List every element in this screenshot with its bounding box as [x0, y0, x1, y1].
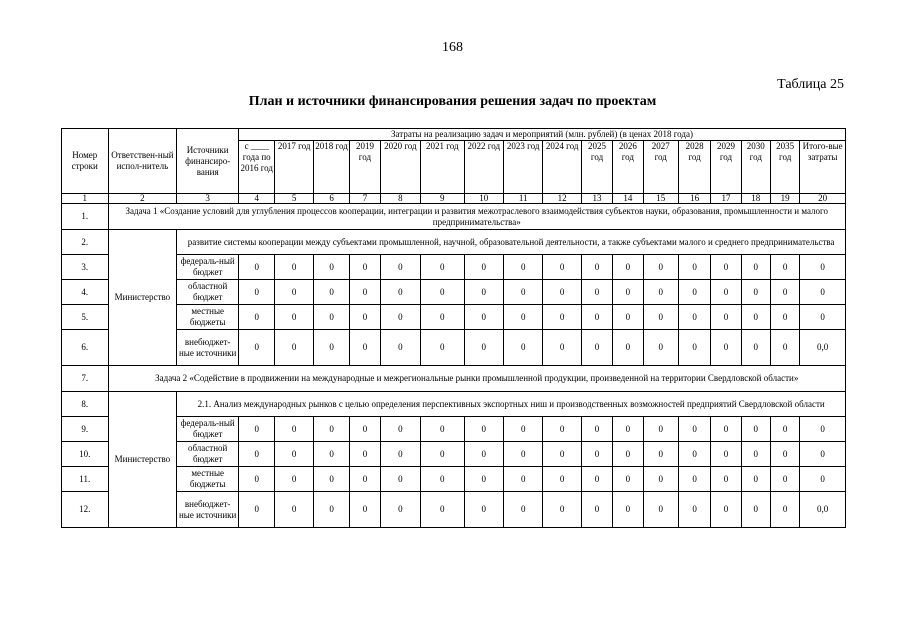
source-row [62, 330, 846, 366]
header-year-13: 2028 год [678, 141, 710, 194]
activity-row [62, 392, 846, 417]
responsible-executor: Министерство [108, 392, 177, 528]
cost-value: 0 [711, 255, 741, 280]
cost-value: 0 [313, 442, 349, 467]
funding-source: федераль-ный бюджет [177, 417, 239, 442]
cost-value: 0 [678, 492, 710, 528]
cost-value: 0 [613, 255, 643, 280]
funding-source: местные бюджеты [177, 305, 239, 330]
cost-value: 0 [313, 255, 349, 280]
cost-value: 0 [613, 330, 643, 366]
funding-source: областной бюджет [177, 280, 239, 305]
cost-value: 0 [678, 330, 710, 366]
page-number: 168 [442, 40, 463, 55]
cost-value: 0 [643, 255, 678, 280]
cost-value: 0 [741, 417, 770, 442]
cost-value: 0 [275, 442, 313, 467]
column-number-6: 6 [313, 194, 349, 204]
header-sources: Источники финансиро-вания [177, 129, 239, 194]
cost-value: 0 [711, 280, 741, 305]
cost-value: 0 [421, 492, 464, 528]
cost-value: 0 [421, 330, 464, 366]
cost-value: 0 [464, 280, 503, 305]
cost-value: 0 [800, 305, 846, 330]
task-row [62, 366, 846, 392]
cost-value: 0 [464, 442, 503, 467]
cost-value: 0 [770, 280, 799, 305]
cost-value: 0 [613, 492, 643, 528]
cost-value: 0 [350, 280, 380, 305]
cost-value: 0 [741, 467, 770, 492]
cost-value: 0 [543, 442, 581, 467]
cost-value: 0 [711, 492, 741, 528]
row-number: 2. [62, 230, 109, 255]
task-title: Задача 2 «Содействие в продвижении на международные и межрегиональные рынки промышленной продукции, произведенной на территории Свердловской области» [108, 366, 845, 392]
cost-value: 0 [239, 417, 275, 442]
column-number-10: 10 [464, 194, 503, 204]
cost-value: 0 [275, 492, 313, 528]
cost-value: 0 [239, 280, 275, 305]
cost-value: 0 [800, 467, 846, 492]
financing-table [61, 128, 846, 528]
cost-value: 0 [350, 255, 380, 280]
cost-value: 0 [543, 467, 581, 492]
cost-value: 0 [800, 280, 846, 305]
cost-value: 0 [464, 467, 503, 492]
cost-value: 0 [741, 305, 770, 330]
cost-value: 0 [770, 305, 799, 330]
source-row [62, 492, 846, 528]
cost-value: 0 [380, 280, 420, 305]
source-row [62, 305, 846, 330]
cost-value: 0 [421, 442, 464, 467]
cost-value: 0 [770, 417, 799, 442]
cost-value: 0 [239, 442, 275, 467]
cost-value: 0 [275, 417, 313, 442]
cost-value: 0 [581, 255, 612, 280]
funding-source: федераль-ный бюджет [177, 255, 239, 280]
cost-value: 0 [380, 467, 420, 492]
cost-value: 0 [421, 280, 464, 305]
column-number-15: 15 [643, 194, 678, 204]
cost-value: 0 [543, 492, 581, 528]
header-year-10: 2025 год [581, 141, 612, 194]
header-year-1: с ____ года по 2016 год [239, 141, 275, 194]
header-year-3: 2018 год [313, 141, 349, 194]
header-year-17: Итого-вые затраты [800, 141, 846, 194]
cost-value: 0,0 [800, 492, 846, 528]
cost-value: 0 [503, 467, 542, 492]
cost-value: 0 [503, 442, 542, 467]
cost-value: 0 [581, 305, 612, 330]
cost-value: 0 [678, 255, 710, 280]
table-body [62, 204, 846, 528]
column-number-4: 4 [239, 194, 275, 204]
cost-value: 0 [380, 305, 420, 330]
header-responsible: Ответствен-ный испол-нитель [108, 129, 177, 194]
cost-value: 0 [711, 417, 741, 442]
cost-value: 0 [643, 467, 678, 492]
cost-value: 0 [380, 492, 420, 528]
funding-source: местные бюджеты [177, 467, 239, 492]
header-costs-group: Затраты на реализацию задач и мероприятий (млн. рублей) (в ценах 2018 года) [239, 129, 846, 141]
cost-value: 0 [741, 442, 770, 467]
cost-value: 0 [313, 467, 349, 492]
cost-value: 0 [275, 467, 313, 492]
column-number-13: 13 [581, 194, 612, 204]
cost-value: 0 [581, 467, 612, 492]
cost-value: 0 [581, 280, 612, 305]
cost-value: 0 [581, 492, 612, 528]
column-number-18: 18 [741, 194, 770, 204]
cost-value: 0 [350, 330, 380, 366]
column-number-14: 14 [613, 194, 643, 204]
cost-value: 0 [643, 442, 678, 467]
responsible-executor: Министерство [108, 230, 177, 366]
cost-value: 0 [313, 417, 349, 442]
cost-value: 0 [313, 330, 349, 366]
cost-value: 0 [643, 330, 678, 366]
row-number: 7. [62, 366, 109, 392]
header-year-9: 2024 год [543, 141, 581, 194]
cost-value: 0 [350, 305, 380, 330]
header-year-16: 2035 год [770, 141, 799, 194]
row-number: 8. [62, 392, 109, 417]
header-year-2: 2017 год [275, 141, 313, 194]
cost-value: 0 [421, 467, 464, 492]
funding-source: внебюджет-ные источники [177, 330, 239, 366]
cost-value: 0 [711, 305, 741, 330]
cost-value: 0 [421, 255, 464, 280]
source-row [62, 442, 846, 467]
column-number-20: 20 [800, 194, 846, 204]
cost-value: 0 [503, 330, 542, 366]
cost-value: 0 [380, 255, 420, 280]
task-title: Задача 1 «Создание условий для углубления процессов кооперации, интеграции и развития межотраслевого взаимодействия субъектов науки, образования, промышленности и малого предпринимательства» [108, 204, 845, 230]
cost-value: 0 [678, 467, 710, 492]
cost-value: 0 [678, 280, 710, 305]
row-number: 11. [62, 467, 109, 492]
row-number: 3. [62, 255, 109, 280]
header-year-5: 2020 год [380, 141, 420, 194]
cost-value: 0 [543, 305, 581, 330]
cost-value: 0 [239, 305, 275, 330]
cost-value: 0 [678, 417, 710, 442]
cost-value: 0 [239, 492, 275, 528]
task-row [62, 204, 846, 230]
column-number-5: 5 [275, 194, 313, 204]
cost-value: 0 [770, 467, 799, 492]
table-caption: Таблица 25 [777, 77, 844, 92]
header-year-7: 2022 год [464, 141, 503, 194]
cost-value: 0 [239, 330, 275, 366]
cost-value: 0 [800, 255, 846, 280]
header-year-6: 2021 год [421, 141, 464, 194]
cost-value: 0 [313, 305, 349, 330]
cost-value: 0 [711, 330, 741, 366]
cost-value: 0 [581, 442, 612, 467]
cost-value: 0 [275, 280, 313, 305]
cost-value: 0 [711, 467, 741, 492]
cost-value: 0 [543, 280, 581, 305]
cost-value: 0 [464, 305, 503, 330]
row-number: 9. [62, 417, 109, 442]
row-number: 10. [62, 442, 109, 467]
column-number-16: 16 [678, 194, 710, 204]
cost-value: 0 [770, 492, 799, 528]
cost-value: 0 [275, 330, 313, 366]
cost-value: 0 [503, 492, 542, 528]
column-number-1: 1 [62, 194, 109, 204]
cost-value: 0 [741, 492, 770, 528]
cost-value: 0 [613, 280, 643, 305]
column-number-12: 12 [543, 194, 581, 204]
cost-value: 0 [464, 255, 503, 280]
cost-value: 0 [239, 255, 275, 280]
row-number: 6. [62, 330, 109, 366]
header-year-11: 2026 год [613, 141, 643, 194]
funding-source: внебюджет-ные источники [177, 492, 239, 528]
column-number-7: 7 [350, 194, 380, 204]
cost-value: 0 [613, 467, 643, 492]
row-number: 12. [62, 492, 109, 528]
row-number: 1. [62, 204, 109, 230]
cost-value: 0 [421, 305, 464, 330]
cost-value: 0 [503, 280, 542, 305]
cost-value: 0 [239, 467, 275, 492]
column-number-11: 11 [503, 194, 542, 204]
cost-value: 0 [350, 492, 380, 528]
cost-value: 0 [350, 442, 380, 467]
column-number-8: 8 [380, 194, 420, 204]
row-number: 5. [62, 305, 109, 330]
row-number: 4. [62, 280, 109, 305]
cost-value: 0 [350, 467, 380, 492]
cost-value: 0 [741, 255, 770, 280]
activity-description: развитие системы кооперации между субъектами промышленной, научной, образовательной деятельности, а также субъектами малого и среднего предпринимательства [177, 230, 846, 255]
cost-value: 0 [421, 417, 464, 442]
cost-value: 0 [380, 442, 420, 467]
cost-value: 0 [350, 417, 380, 442]
cost-value: 0 [800, 417, 846, 442]
header-year-12: 2027 год [643, 141, 678, 194]
cost-value: 0 [741, 330, 770, 366]
document-title: План и источники финансирования решения задач по проектам [248, 94, 657, 109]
cost-value: 0 [275, 255, 313, 280]
header-year-8: 2023 год [503, 141, 542, 194]
header-year-4: 2019 год [350, 141, 380, 194]
source-row [62, 467, 846, 492]
column-number-19: 19 [770, 194, 799, 204]
cost-value: 0 [643, 280, 678, 305]
cost-value: 0 [313, 492, 349, 528]
funding-source: областной бюджет [177, 442, 239, 467]
column-number-2: 2 [108, 194, 177, 204]
source-row [62, 255, 846, 280]
cost-value: 0 [613, 417, 643, 442]
cost-value: 0 [543, 255, 581, 280]
cost-value: 0 [380, 330, 420, 366]
cost-value: 0 [543, 417, 581, 442]
cost-value: 0 [380, 417, 420, 442]
cost-value: 0 [678, 305, 710, 330]
cost-value: 0 [464, 417, 503, 442]
column-number-9: 9 [421, 194, 464, 204]
activity-description: 2.1. Анализ международных рынков с целью определения перспективных экспортных ниш и производственных возможностей предприятий Свердловской области [177, 392, 846, 417]
header-year-15: 2030 год [741, 141, 770, 194]
cost-value: 0 [313, 280, 349, 305]
header-row-number: Номер строки [62, 129, 109, 194]
activity-row [62, 230, 846, 255]
cost-value: 0 [464, 330, 503, 366]
cost-value: 0 [711, 442, 741, 467]
table-header [62, 129, 846, 204]
cost-value: 0 [503, 417, 542, 442]
cost-value: 0 [770, 255, 799, 280]
cost-value: 0 [770, 330, 799, 366]
cost-value: 0,0 [800, 330, 846, 366]
cost-value: 0 [800, 442, 846, 467]
cost-value: 0 [643, 305, 678, 330]
cost-value: 0 [741, 280, 770, 305]
cost-value: 0 [613, 442, 643, 467]
cost-value: 0 [543, 330, 581, 366]
source-row [62, 280, 846, 305]
cost-value: 0 [613, 305, 643, 330]
source-row [62, 417, 846, 442]
cost-value: 0 [581, 417, 612, 442]
cost-value: 0 [275, 305, 313, 330]
cost-value: 0 [503, 305, 542, 330]
header-year-14: 2029 год [711, 141, 741, 194]
cost-value: 0 [464, 492, 503, 528]
column-number-17: 17 [711, 194, 741, 204]
column-number-3: 3 [177, 194, 239, 204]
cost-value: 0 [643, 492, 678, 528]
cost-value: 0 [678, 442, 710, 467]
cost-value: 0 [643, 417, 678, 442]
cost-value: 0 [770, 442, 799, 467]
cost-value: 0 [503, 255, 542, 280]
cost-value: 0 [581, 330, 612, 366]
